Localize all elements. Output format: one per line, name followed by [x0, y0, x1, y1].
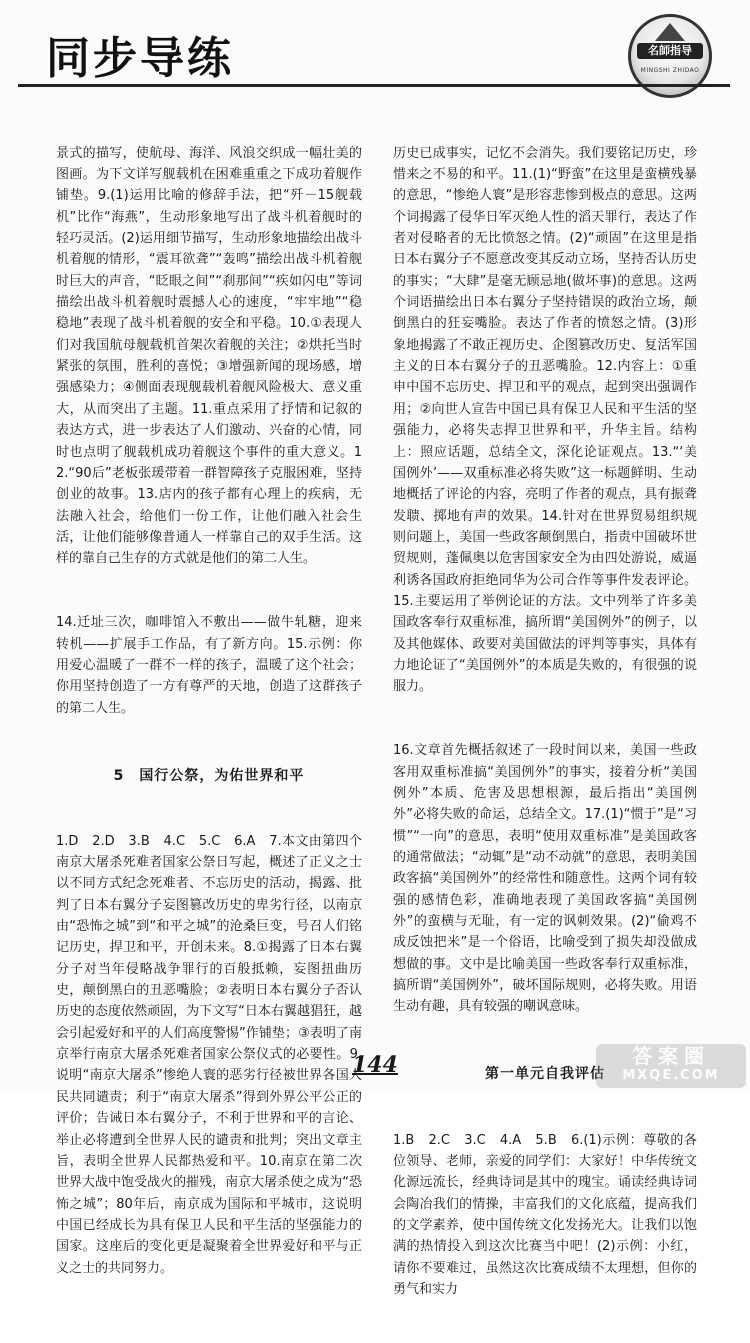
watermark-logo — [596, 1044, 746, 1088]
watermark-text: 答案圈 — [632, 1044, 710, 1068]
badge-subtext: MINGSHI ZHIDAO — [640, 67, 700, 74]
answer-paragraph: 历史已成事实，记忆不会消失。我们要铭记历史，珍惜来之不易的和平。11.(1)“野蛮”在这里是蛮横残暴的意思，“惨绝人寰”是形容悲惨到极点的意思。这两个词揭露了侵华日军灭绝人性的滔天罪行，表达了作者对侵略者的无比愤怒之情。(2)“顽固”在这里是指日本右翼分子不愿意改变其反动立场，坚持否认历史的事实；“大肆”是毫无顾忌地(做坏事)的意思。这两个词语描绘出日本右翼分子坚持错误的政治立场，颠倒黑白的狂妄嘴脸。表达了作者的愤怒之情。(3)形象地揭露了不敢正视历史、企图篡改历史、复活军国主义的日本右翼分子的丑恶嘴脸。12.内容上：①重申中国不忘历史、捍卫和平的观点，起到突出强调作用；②向世人宣告中国已具有保卫人民和平生活的坚强能力，必将失志捍卫世界和平，升华主旨。结构上：照应话题，总结全文，深化论证观点。13.“‘美国例外’——双重标准必将失败”这一标题鲜明、生动地概括了评论的内容，亮明了作者的观点，具有振聋发聩、掷地有声的效果。14.针对在世界贸易组织规则问题上，美国一些政客颠倒黑白，指责中国破坏世贸规则，蓬佩奥以危害国家安全为由四处游说，威逼利诱各国政府拒绝同华为公司合作等事件发表评论。15.主要运用了举例论证的方法。文中列举了许多美国政客奉行双重标准，搞所谓“美国例外”的例子，以及其他媒体、政要对美国做法的评判等事实，具体有力地论证了“美国例外”的本质是失败的，有很强的说服力。 — [393, 145, 697, 695]
answer-paragraph: 14.迁址三次，咖啡馆入不敷出——做牛轧糖，迎来转机——扩展手工作品，有了新方向。15.示例：你用爱心温暖了一群不一样的孩子，温暖了这个社会；你用坚持创造了一方有尊严的天地，创造了这群孩子的第二人生。 — [56, 615, 362, 716]
answer-paragraph: 16.文章首先概括叙述了一段时间以来，美国一些政客用双重标准搞“美国例外”的事实，接着分析“美国例外”本质、危害及思想根源，最后指出“美国例外”必将失败的命运，总结全文。17.(1)“惯于”是“习惯”“一向”的意思，表明“使用双重标准”是美国政客的通常做法；“动辄”是“动不动就”的意思，表明美国政客搞“美国例外”的经常性和随意性。这两个词有较强的感情色彩，准确地表现了美国政客搞“美国例外”的蛮横与无耻，有一定的讽刺效果。(2)“偷鸡不成反蚀把米”是一个俗语，比喻受到了损失却没做成想做的事。文中是比喻美国一些政客奉行双重标准，搞所谓“美国例外”，破坏国际规则，必将失败。用语生动有趣，具有较强的嘲讽意味。 — [393, 743, 697, 1015]
badge-text: 名師指导 — [637, 43, 703, 59]
header-title: 同步导练 — [46, 33, 234, 84]
answer-paragraph: 1.D 2.D 3.B 4.C 5.C 6.A 7.本文由第四个南京大屠杀死难者国家公祭日写起，概述了正义之士以不同方式纪念死难者、不忘历史的活动，揭露、批判了日本右翼分子妄图篡改历史的卑劣行径，以南京由“恐怖之城”到“和平之城”的沧桑巨变，号召人们铭记历史，捍卫和平，开创未来。8.①揭露了日本右翼分子对当年侵略战争罪行的百般抵赖，妄图扭曲历史，颠倒黑白的丑恶嘴脸；②表明日本右翼分子否认历史的态度依然顽固，为下文写“日本右翼越猖狂，越会引起爱好和平的人们高度警惕”作铺垫；③表明了南京举行南京大屠杀死难者国家公祭仪式的必要性。9.说明“南京大屠杀”惨绝人寰的恶劣行径被世界各国人民共同谴责；利于“南京大屠杀”得到外界公平公正的评价；告诫日本右翼分子，不利于世界和平的言论、举止必将遭到全世界人民的谴责和批判；突出文章主旨，表明全世界人民都热爱和平。10.南京在第二次世界大战中饱受战火的摧残，南京大屠杀使之成为“恐怖之城”；80年后，南京成为国际和平城市，这说明中国已经成长为具有保卫人民和平生活的坚强能力的国家。这座后的变化更是凝聚着全世界爱好和平与正义之士的共同努力。 — [56, 833, 362, 1276]
answer-paragraph: 1.B 2.C 3.C 4.A 5.B 6.(1)示例：尊敬的各位领导、老师，亲爱的同学们：大家好！中华传统文化源远流长，经典诗词是其中的瑰宝。诵读经典诗词会陶冶我们的情操，丰富我们的文化底蕴，提高我们的文学素养，使中国传统文化发扬光大。让我们以饱满的热情投入到这次比赛当中吧！(2)示例：小红，请你不要难过，虽然这次比赛成绩不太理想，但你的勇气和实力 — [393, 1132, 697, 1297]
section-heading: 5 国行公祭，为佑世界和平 — [113, 767, 305, 784]
section-heading: 第一单元自我评估 — [485, 1066, 605, 1083]
answer-paragraph: 景式的描写，使航母、海洋、风浪交织成一幅壮美的图画。为下文详写舰载机在困难重重之下成功着舰作铺垫。9.(1)运用比喻的修辞手法，把“歼－15舰载机”比作“海燕”，生动形象地写出了战斗机着舰时的轻巧灵活。(2)运用细节描写，生动形象地描绘出战斗机着舰的情形，“震耳欲聋”“轰鸣”描绘出战斗机着舰时巨大的声音，“眨眼之间”“刹那间”“疾如闪电”等词描绘出战斗机着舰时震撼人心的速度，“牢牢地”“稳稳地”表现了战斗机着舰的安全和平稳。10.①表现人们对我国航母舰载机首架次着舰的关注；②烘托当时紧张的氛围，胜利的喜悦；③增强新闻的现场感，增强感染力；④侧面表现舰载机着舰风险极大、意义重大，从而突出了主题。11.重点采用了抒情和记叙的表达方式，进一步表达了人们激动、兴奋的心情，同时也点明了舰载机成功着舰这个事件的重大意义。12.“90后”老板张瑗带着一群智障孩子克服困难，坚持创业的故事。13.店内的孩子都有心理上的疾病，无法融入社会，给他们一份工作，让他们融入社会生活，让他们能够像普通人一样靠自己的双手生活。这样的靠自己生存的方式就是他们的第二人生。 — [56, 145, 362, 567]
header-divider — [18, 84, 730, 87]
right-column — [393, 100, 697, 1343]
mountain-icon — [655, 23, 685, 41]
page-number: 144 — [352, 1052, 398, 1078]
left-column — [56, 100, 362, 1322]
watermark-url: MXQE.COM — [622, 1068, 720, 1083]
